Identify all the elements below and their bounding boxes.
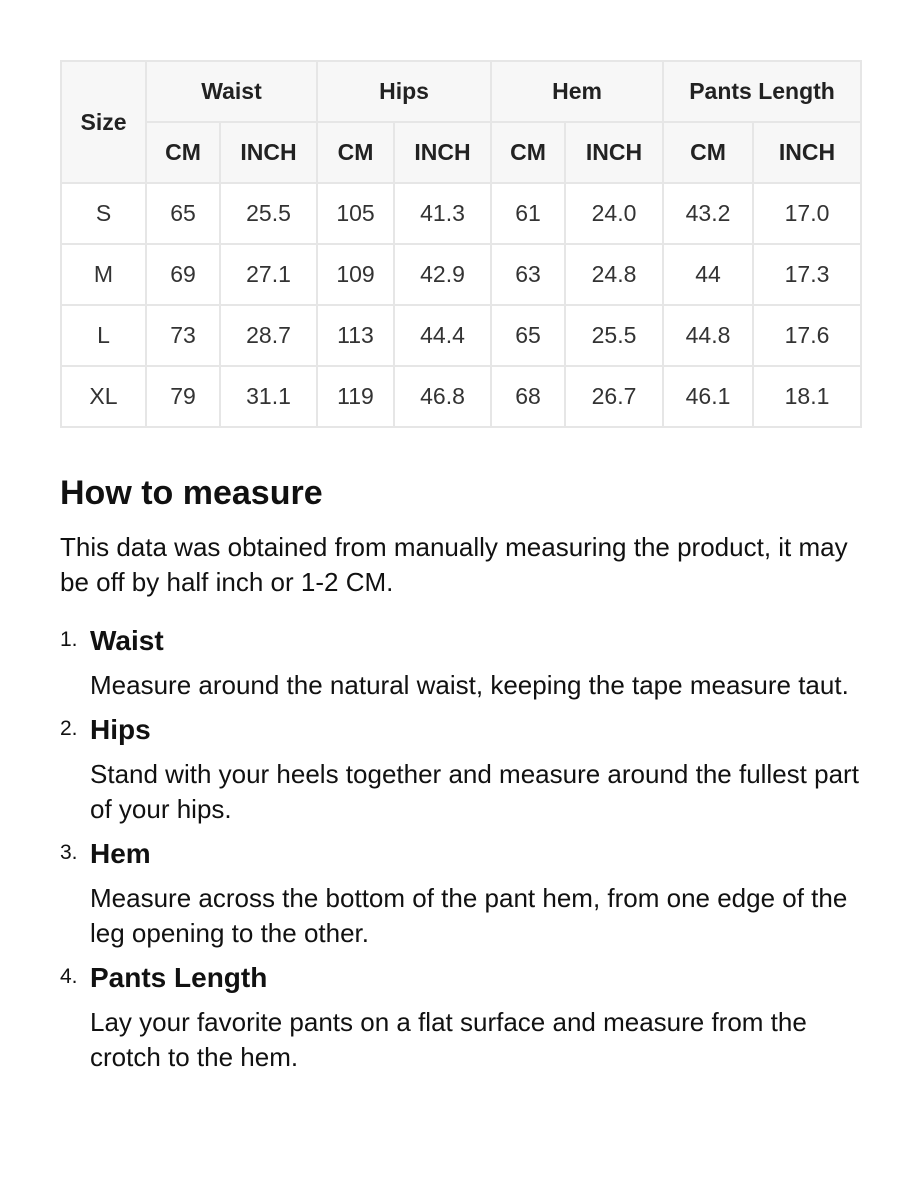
list-item — [60, 711, 870, 835]
step-number: 1. — [60, 628, 78, 651]
value-cell: 28.7 — [220, 305, 317, 366]
step-description: Lay your favorite pants on a flat surface and measure from the crotch to the hem. — [90, 1007, 807, 1072]
unit-header: INCH — [753, 122, 861, 183]
list-item — [60, 622, 870, 711]
step-description: Stand with your heels together and measure around the fullest part of your hips. — [90, 759, 859, 824]
group-header-row — [61, 61, 861, 122]
table-row — [61, 305, 861, 366]
size-cell: S — [61, 183, 146, 244]
unit-header: CM — [317, 122, 394, 183]
measure-steps-list — [60, 622, 870, 1083]
step-title: Hips — [90, 714, 151, 745]
unit-header: INCH — [220, 122, 317, 183]
how-to-measure-heading: How to measure — [60, 474, 323, 512]
size-cell: XL — [61, 366, 146, 427]
step-description: Measure around the natural waist, keeping the tape measure taut. — [90, 670, 849, 700]
unit-header-row — [61, 122, 861, 183]
value-cell: 24.8 — [565, 244, 663, 305]
list-item — [60, 959, 870, 1083]
value-cell: 61 — [491, 183, 565, 244]
intro-paragraph: This data was obtained from manually measuring the product, it may be off by half inch or 1-2 CM. — [60, 532, 848, 597]
table-row — [61, 366, 861, 427]
value-cell: 31.1 — [220, 366, 317, 427]
unit-header: CM — [146, 122, 220, 183]
value-cell: 46.1 — [663, 366, 753, 427]
value-cell: 46.8 — [394, 366, 491, 427]
value-cell: 27.1 — [220, 244, 317, 305]
size-cell: M — [61, 244, 146, 305]
value-cell: 17.6 — [753, 305, 861, 366]
unit-header: CM — [491, 122, 565, 183]
value-cell: 44.8 — [663, 305, 753, 366]
step-title: Waist — [90, 625, 164, 656]
group-header-hem: Hem — [491, 61, 663, 122]
value-cell: 65 — [146, 183, 220, 244]
value-cell: 25.5 — [565, 305, 663, 366]
value-cell: 109 — [317, 244, 394, 305]
value-cell: 26.7 — [565, 366, 663, 427]
value-cell: 65 — [491, 305, 565, 366]
size-cell: L — [61, 305, 146, 366]
unit-header: CM — [663, 122, 753, 183]
value-cell: 17.0 — [753, 183, 861, 244]
step-number: 2. — [60, 717, 78, 740]
value-cell: 24.0 — [565, 183, 663, 244]
size-column-header: Size — [61, 61, 146, 183]
value-cell: 43.2 — [663, 183, 753, 244]
value-cell: 25.5 — [220, 183, 317, 244]
group-header-waist: Waist — [146, 61, 317, 122]
table-row — [61, 183, 861, 244]
group-header-pants-length: Pants Length — [663, 61, 861, 122]
value-cell: 41.3 — [394, 183, 491, 244]
group-header-hips: Hips — [317, 61, 491, 122]
step-title: Pants Length — [90, 962, 268, 993]
step-number: 4. — [60, 965, 78, 988]
value-cell: 44 — [663, 244, 753, 305]
unit-header: INCH — [565, 122, 663, 183]
value-cell: 18.1 — [753, 366, 861, 427]
table-row — [61, 244, 861, 305]
step-title: Hem — [90, 838, 151, 869]
unit-header: INCH — [394, 122, 491, 183]
value-cell: 73 — [146, 305, 220, 366]
value-cell: 63 — [491, 244, 565, 305]
list-item — [60, 835, 870, 959]
value-cell: 44.4 — [394, 305, 491, 366]
value-cell: 69 — [146, 244, 220, 305]
value-cell: 79 — [146, 366, 220, 427]
step-number: 3. — [60, 841, 78, 864]
size-chart-table — [60, 60, 862, 428]
value-cell: 68 — [491, 366, 565, 427]
value-cell: 42.9 — [394, 244, 491, 305]
value-cell: 113 — [317, 305, 394, 366]
value-cell: 119 — [317, 366, 394, 427]
value-cell: 105 — [317, 183, 394, 244]
step-description: Measure across the bottom of the pant hem, from one edge of the leg opening to the other. — [90, 883, 848, 948]
value-cell: 17.3 — [753, 244, 861, 305]
